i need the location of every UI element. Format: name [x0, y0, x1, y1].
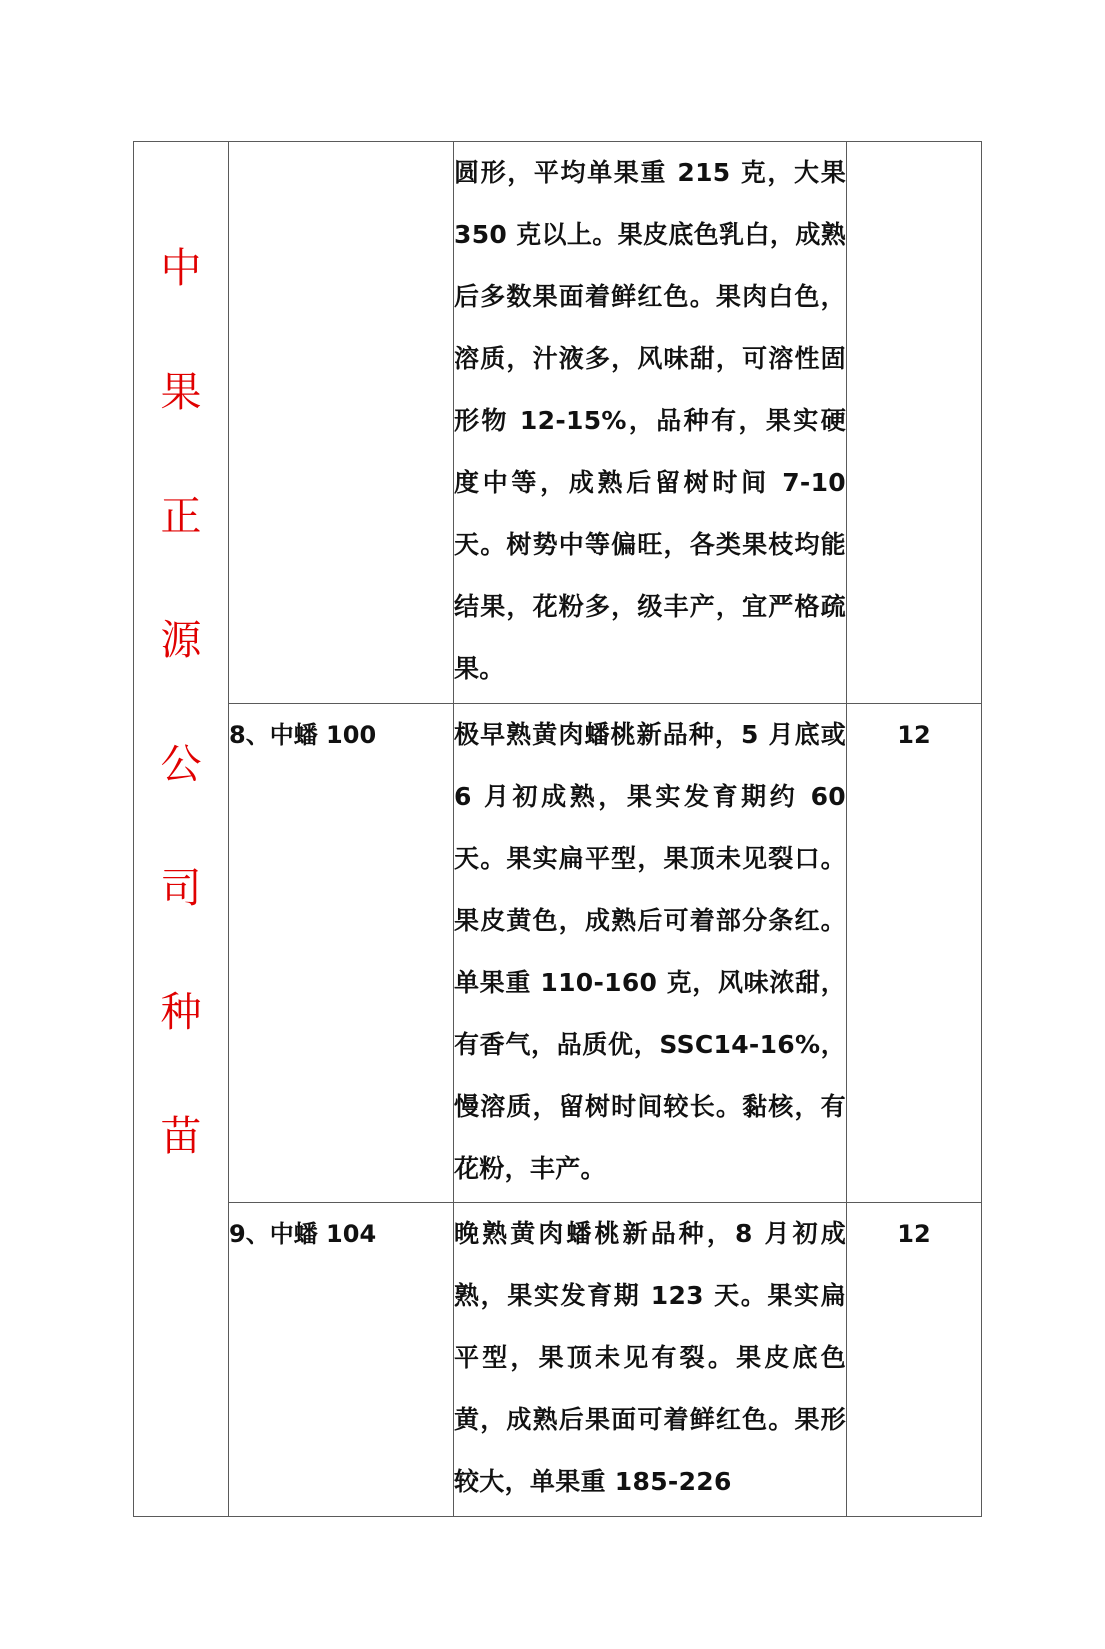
company-name-char: 苗 — [160, 1112, 202, 1160]
table-row — [134, 142, 982, 704]
company-name-char: 果 — [160, 368, 202, 416]
variety-number-cell: 12 — [847, 703, 982, 1203]
variety-name-cell: 9、中蟠 104 — [229, 1203, 454, 1517]
variety-name-cell — [229, 142, 454, 704]
company-name-cell — [134, 142, 229, 1517]
company-name-vertical — [134, 142, 228, 1198]
table-row — [134, 1203, 982, 1517]
variety-description-cell: 圆形，平均单果重 215 克，大果 350 克以上。果皮底色乳白，成熟后多数果面着鲜红色。果肉白色，溶质，汁液多，风味甜，可溶性固形物 12-15%，品种有，果实硬度中等，成熟后留树时间 7-10 天。树势中等偏旺，各类果枝均能结果，花粉多，级丰产，宜严格疏果。 — [454, 142, 847, 704]
variety-table — [133, 141, 982, 1517]
variety-description-cell: 晚熟黄肉蟠桃新品种，8 月初成熟，果实发育期 123 天。果实扁平型，果顶未见有裂。果皮底色黄，成熟后果面可着鲜红色。果形较大，单果重 185-226 — [454, 1203, 847, 1517]
company-name-char: 司 — [160, 864, 202, 912]
company-name-char: 公 — [160, 740, 202, 788]
table-row — [134, 703, 982, 1203]
variety-number-cell — [847, 142, 982, 704]
variety-description-cell: 极早熟黄肉蟠桃新品种，5 月底或 6 月初成熟，果实发育期约 60 天。果实扁平型，果顶未见裂口。果皮黄色，成熟后可着部分条红。单果重 110-160 克，风味浓甜，有香气，品质优，SSC14-16%，慢溶质，留树时间较长。黏核，有花粉，丰产。 — [454, 703, 847, 1203]
variety-number-cell: 12 — [847, 1203, 982, 1517]
company-name-char: 正 — [160, 492, 202, 540]
company-name-char: 中 — [160, 244, 202, 292]
company-name-char: 源 — [160, 616, 202, 664]
company-name-char: 种 — [160, 988, 202, 1036]
variety-name-cell: 8、中蟠 100 — [229, 703, 454, 1203]
